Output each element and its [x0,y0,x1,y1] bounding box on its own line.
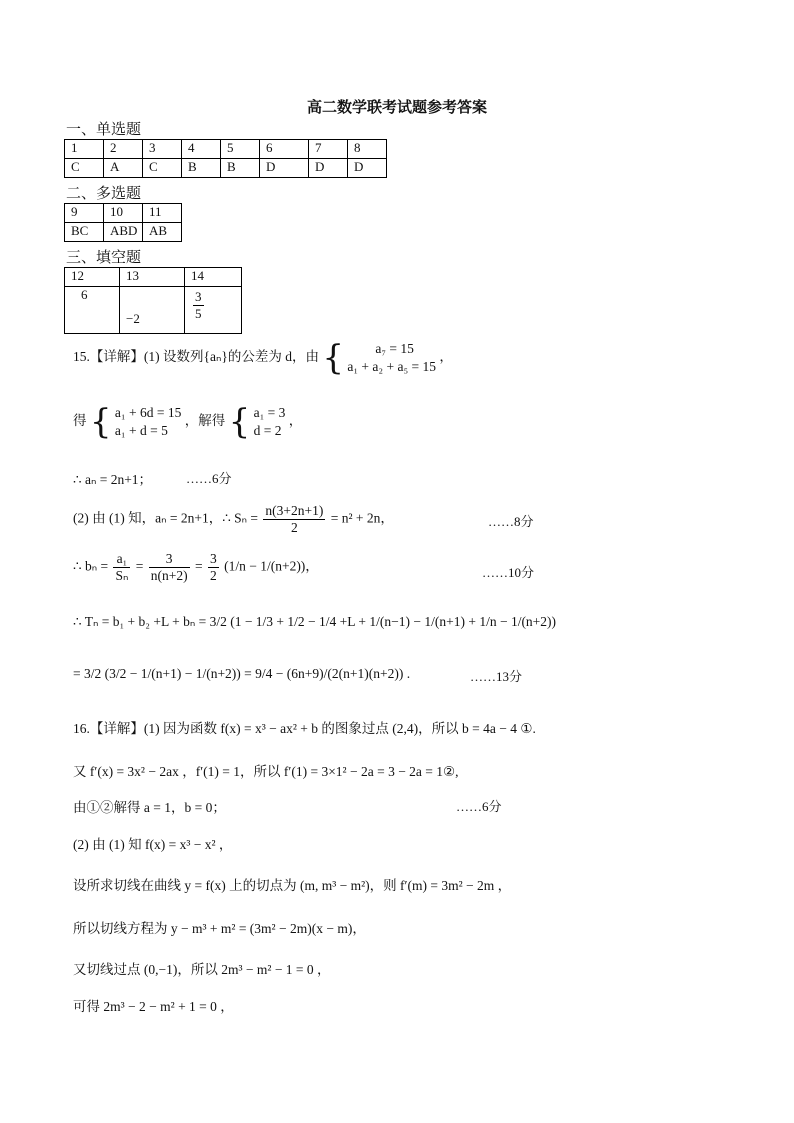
q15-line-1: 15.【详解】(1) 设数列{aₙ}的公差为 d，由 { a₇ = 15 a₁ + a₂ + a₅ = 15 ， [73,338,453,378]
table-row [65,140,387,159]
q16-line-3: 由①②解得 a = 1，b = 0； [73,800,226,815]
q15-line-2: 得 { a₁ + 6d = 15 a₁ + d = 5 ，解得 { a₁ = 3 d = 2 ， [73,402,303,442]
table-cell: −2 [120,287,185,334]
table-cell: C [65,159,104,178]
q16-line-1: 16.【详解】(1) 因为函数 f(x) = x³ − ax² + b 的图象过点 (2,4)，所以 b = 4a − 4 ①. [73,721,536,736]
table-cell: 8 [348,140,387,159]
fraction: $\frac{\text{a₁}}{\text{Sₙ}}$ [115,551,129,583]
q15-line-3: ∴ aₙ = 2n+1； [73,472,153,487]
q15-line-5: ∴ bₙ = $\frac{\text{a₁}}{\text{Sₙ}}$ = $\frac{3}{n(n+2)}$ = $\frac{3}{2}$ (1/n − 1/(n+2))， [73,551,319,583]
equation-system: a₁ + 6d = 15 a₁ + d = 5 [114,405,182,438]
multi-choice-table [64,203,182,242]
fraction: $\frac{3}{2}$ [209,551,217,583]
table-row [65,223,182,242]
table-row [65,159,387,178]
table-cell: B [221,159,260,178]
q16-line-6: 所以切线方程为 y − m³ + m² = (3m² − 2m)(x − m)， [73,921,366,936]
table-cell: 6 [260,140,309,159]
table-cell: BC [65,223,104,242]
equation-system: a₇ = 15 a₁ + a₂ + a₅ = 15 [347,341,437,374]
table-cell: 2 [104,140,143,159]
section-fill-blank: 三、填空题 [66,248,142,266]
score-mark: ……6分 [456,799,502,814]
q16-line-5: 设所求切线在曲线 y = f(x) 上的切点为 (m, m³ − m²)，则 f′(m) = 3m² − 2m ， [73,878,512,893]
q16-line-2: 又 f′(x) = 3x² − 2ax ，f′(1) = 1，所以 f′(1) = 3×1² − 2a = 3 − 2a = 1②, [73,764,459,779]
section-multi-choice: 二、多选题 [66,184,142,202]
table-cell: 10 [104,204,143,223]
table-cell: A [104,159,143,178]
table-row [65,268,242,287]
fraction: $\frac{3}{5}$ [195,289,202,321]
table-cell: C [143,159,182,178]
page-title: 高二数学联考试题参考答案 [306,98,487,116]
table-row [65,204,182,223]
table-cell: 3 [143,140,182,159]
q15-line-6: ∴ Tₙ = b₁ + b₂ +L + bₙ = 3/2 (1 − 1/3 + 1/2 − 1/4 +L + 1/(n−1) − 1/(n+1) + 1/n − 1/(n+2)) [73,614,557,629]
brace-icon: { [322,338,344,378]
score-mark: ……13分 [470,669,523,684]
brace-icon: { [228,402,251,442]
table-cell: D [260,159,309,178]
table-cell: 9 [65,204,104,223]
table-cell: 13 [120,268,185,287]
table-cell: AB [143,223,182,242]
table-cell: D [309,159,348,178]
score-mark: ……8分 [488,514,534,529]
table-cell: 7 [309,140,348,159]
table-cell: 4 [182,140,221,159]
table-cell: ABD [104,223,143,242]
table-cell: 11 [143,204,182,223]
q15-line-4: (2) 由 (1) 知，aₙ = 2n+1，∴ Sₙ = $\frac{n(3+2n+1)}{2}$ = n² + 2n， [73,503,394,535]
equation-system: a₁ = 3 d = 2 [253,405,286,438]
table-cell: D [348,159,387,178]
table-cell: 1 [65,140,104,159]
fill-blank-table [64,267,242,334]
q16-line-8: 可得 2m³ − 2 − m² + 1 = 0 ， [73,999,234,1014]
brace-icon: { [89,402,112,442]
single-choice-table [64,139,387,178]
q16-line-7: 又切线过点 (0,−1)，所以 2m³ − m² − 1 = 0 ， [73,962,331,977]
fraction: $\frac{3}{n(n+2)}$ [150,551,188,583]
score-mark: ……6分 [186,471,232,486]
score-mark: ……10分 [482,565,535,580]
table-cell: B [182,159,221,178]
table-row [65,287,242,334]
table-cell: 14 [185,268,242,287]
table-cell: 6 [65,287,120,334]
q16-line-4: (2) 由 (1) 知 f(x) = x³ − x² ， [73,837,233,852]
table-cell: 12 [65,268,120,287]
section-single-choice: 一、单选题 [66,120,142,138]
q15-line-7: = 3/2 (3/2 − 1/(n+1) − 1/(n+2)) = 9/4 − (6n+9)/(2(n+1)(n+2)) . [73,666,411,681]
fraction: $\frac{n(3+2n+1)}{2}$ [265,503,324,535]
table-cell: 5 [221,140,260,159]
table-cell [185,287,242,334]
